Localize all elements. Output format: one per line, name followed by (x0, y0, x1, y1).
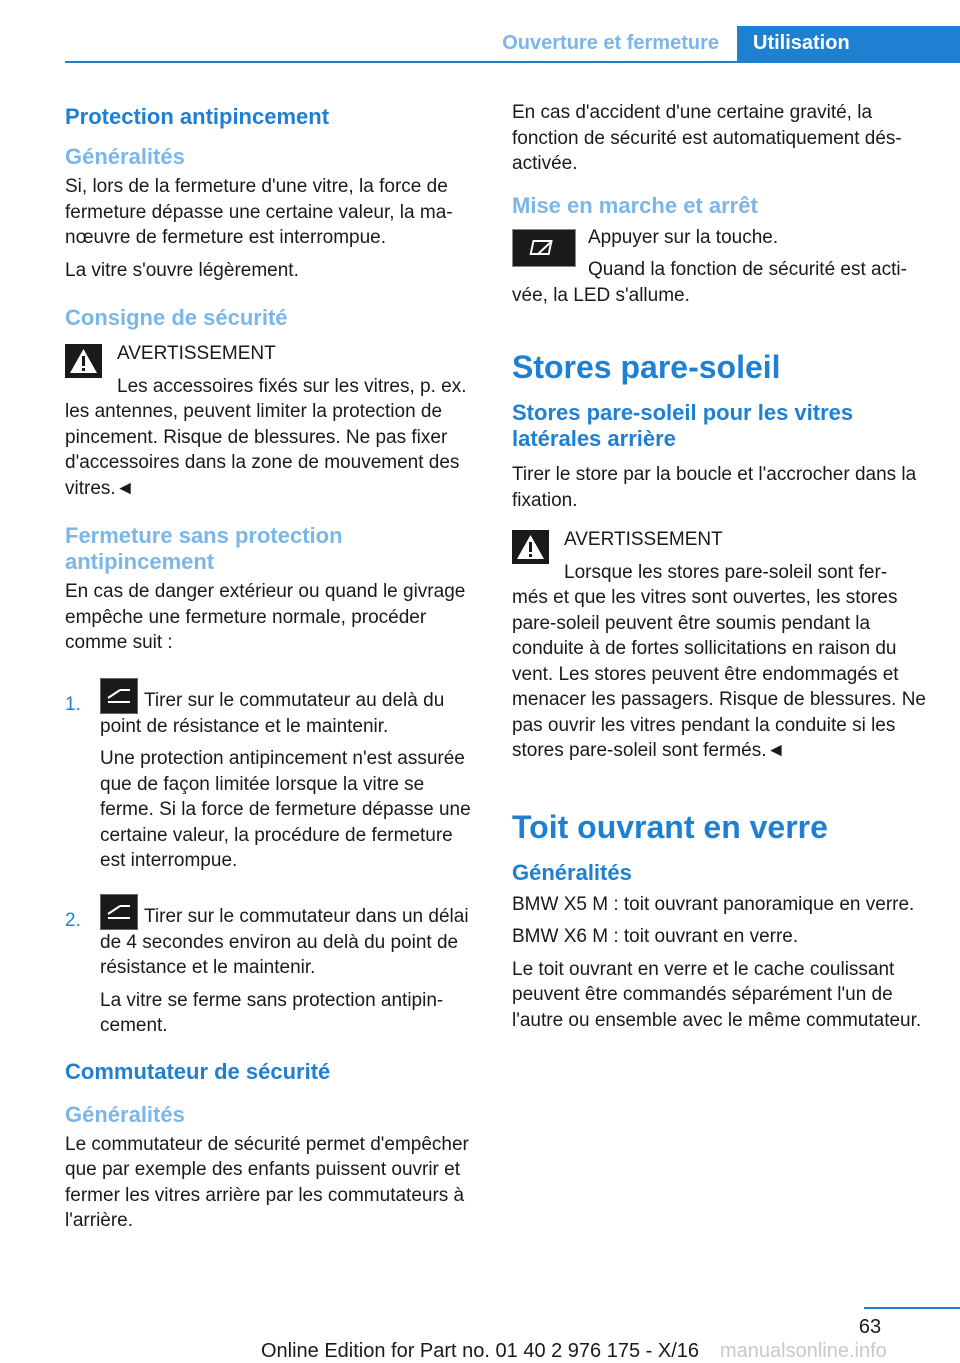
warning-block (512, 527, 927, 764)
paragraph: BMW X5 M : toit ouvrant panoramique en verre. (512, 893, 915, 915)
header-chapter-tab: Utilisation (737, 26, 960, 61)
button-instruction-block (512, 225, 927, 309)
subheading-safety-note: Consigne de sécurité (65, 305, 288, 330)
step-number: 1. (65, 693, 81, 715)
paragraph: Tirer le store par la boucle et l'accrocher dans la fixation. (512, 464, 917, 511)
section-title-safety-switch: Commutateur de sécurité (65, 1058, 331, 1084)
subheading-general: Généralités (65, 1101, 185, 1127)
paragraph: Si, lors de la fermeture d'une vitre, la force de fermeture dépasse une certaine valeur, la manœuvre de fermeture est interrompue. (65, 176, 453, 248)
paragraph: En cas de danger extérieur ou quand le givrage empêche une fermeture normale, procéder comme suit : (65, 581, 466, 653)
step-text: Tirer sur le commutateur au delà du point de résistance et le maintenir. (100, 689, 445, 737)
warning-triangle-icon (512, 530, 549, 564)
warning-text: Les accessoires fixés sur les vitres, p. ex. (117, 375, 467, 397)
subheading-on-off: Mise en marche et arrêt (512, 192, 758, 218)
left-column (65, 100, 480, 1241)
instruction-text: Quand la fonction de sécurité est acti- (588, 259, 907, 280)
warning-label: AVERTISSEMENT (564, 529, 723, 550)
paragraph: En cas d'accident d'une certaine gravité, la fonction de sécurité est automatiquement désactivée. (512, 102, 902, 174)
step-number: 2. (65, 909, 81, 931)
footer-rule (864, 1307, 960, 1309)
warning-label: AVERTISSEMENT (117, 343, 276, 364)
warning-block (65, 341, 480, 501)
right-column (512, 100, 927, 1040)
step-note: La vitre se ferme sans protection antipincement. (100, 989, 444, 1036)
chapter-title-sunblinds: Stores pare-soleil (512, 349, 781, 385)
warning-triangle-icon (65, 344, 102, 378)
warning-text-continued: les antennes, peuvent limiter la protection de pincement. Risque de blessures. Ne pas fixer d'accessoires dans la zone de mouvement des vitres.◄ (65, 401, 460, 499)
chapter-title-glass-roof: Toit ouvrant en verre (512, 808, 828, 845)
child-lock-button-icon (512, 229, 576, 267)
window-switch-icon (100, 678, 138, 714)
list-item (65, 894, 480, 1039)
window-switch-icon (100, 894, 138, 930)
subheading-general: Généralités (512, 859, 632, 885)
header-rule (65, 61, 960, 63)
step-note: Une protection antipincement n'est assurée que de façon limitée lorsque la vitre se ferme. Si la force de fermeture dépasse une certaine valeur, la procédure de fermeture est interrompue. (100, 748, 471, 871)
warning-text: Lorsque les stores pare-soleil sont fer- (564, 561, 888, 583)
warning-text-continued: més et que les vitres sont ouvertes, les stores pare-soleil peuvent être soumis pendant la conduite à de fortes sollicitations en raison du vent. Les stores peuvent être endommagés et menacer les passagers. Risque de blessures. Ne pas ouvrir les vitres pendant la conduite si les stores pare-soleil sont fermés.◄ (512, 587, 926, 761)
section-title-rear-blinds: Stores pare-soleil pour les vitres latérales arrière (512, 400, 854, 451)
footer-edition-text: Online Edition for Part no. 01 40 2 976 175 - X/16 (260, 1340, 700, 1362)
header-section-title: Ouverture et fermeture (502, 32, 719, 54)
instruction-text: Appuyer sur la touche. (588, 226, 779, 248)
page-number: 63 (858, 1316, 882, 1338)
subheading-general: Généralités (65, 144, 185, 169)
section-title-anti-pinch: Protection antipincement (65, 104, 330, 129)
watermark: manualsonline.info (720, 1340, 887, 1362)
paragraph: BMW X6 M : toit ouvrant en verre. (512, 926, 799, 947)
paragraph: La vitre s'ouvre légèrement. (65, 259, 299, 281)
subheading-closing-without-protection: Fermeture sans protection antipincement (65, 523, 343, 574)
step-list (65, 678, 480, 1039)
list-item (65, 678, 480, 874)
instruction-text-continued: vée, la LED s'allume. (512, 284, 690, 306)
paragraph: Le toit ouvrant en verre et le cache coulissant peuvent être commandés séparément l'un de l'autre ou ensemble avec le même commutateur. (512, 958, 922, 1031)
step-text: Tirer sur le commutateur dans un délai de 4 secondes environ au delà du point de résistance et le maintenir. (100, 905, 469, 978)
paragraph: Le commutateur de sécurité permet d'empêcher que par exemple des enfants puissent ouvrir et fermer les vitres arrière par les commutateurs à l'arrière. (65, 1133, 469, 1231)
